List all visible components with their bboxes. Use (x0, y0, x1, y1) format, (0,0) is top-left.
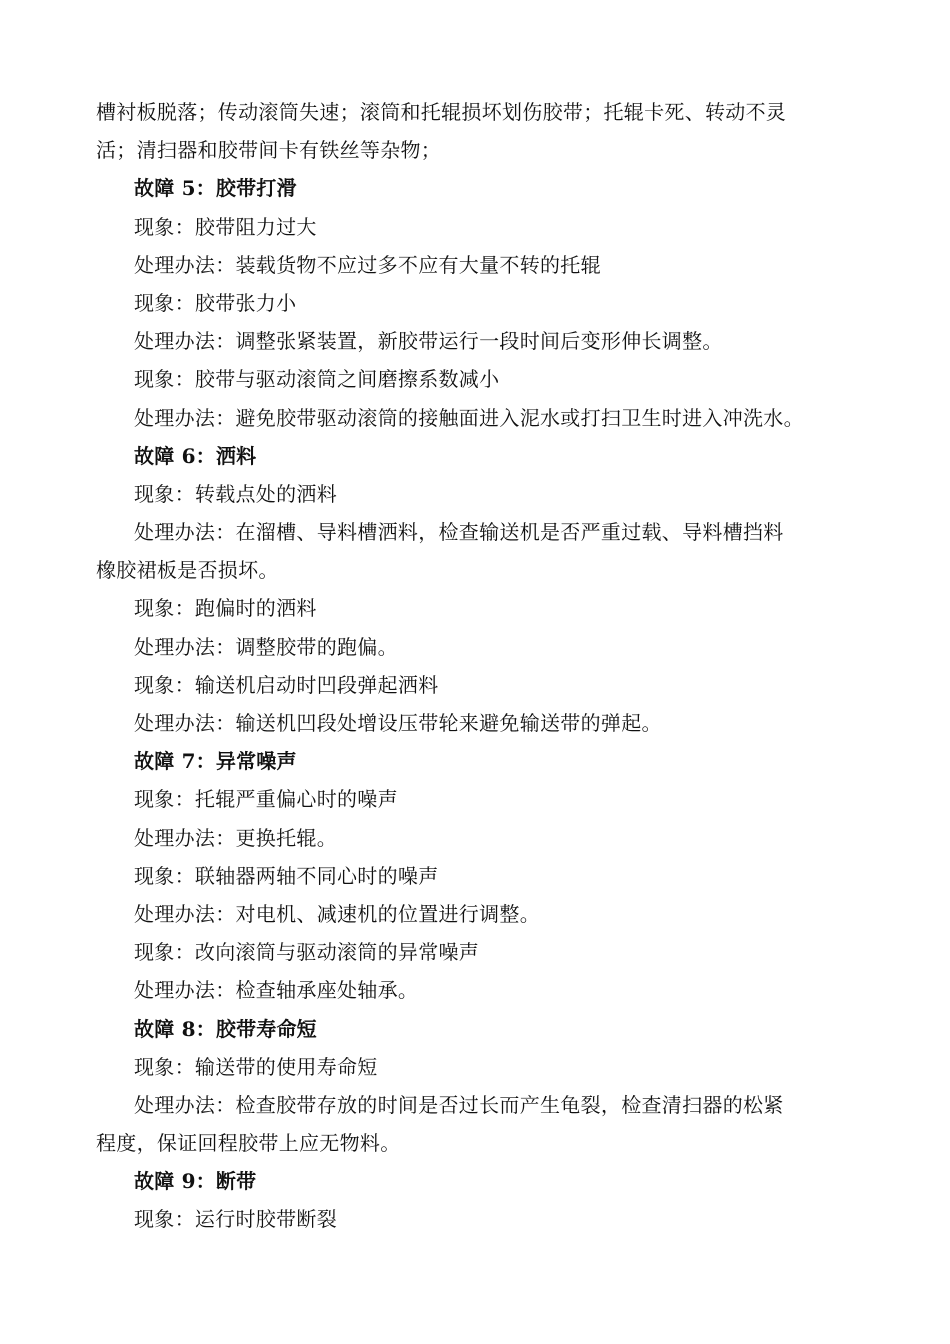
solution-line: 处理办法：检查轴承座处轴承。 (134, 978, 419, 1003)
symptom-line: 现象：输送机启动时凹段弹起洒料 (134, 672, 439, 697)
symptom-line: 现象：胶带张力小 (134, 290, 297, 315)
solution-line: 处理办法：调整胶带的跑偏。 (134, 634, 398, 659)
symptom-line: 现象：联轴器两轴不同心时的噪声 (134, 863, 439, 888)
solution-line: 处理办法：避免胶带驱动滚筒的接触面进入泥水或打扫卫生时进入冲洗水。 (134, 405, 804, 430)
symptom-line: 现象：运行时胶带断裂 (134, 1207, 337, 1232)
paragraph-continuation: 橡胶裙板是否损坏。 (96, 558, 279, 583)
solution-line: 处理办法：在溜槽、导料槽洒料，检查输送机是否严重过载、导料槽挡料 (134, 520, 784, 545)
symptom-line: 现象：胶带与驱动滚筒之间磨擦系数减小 (134, 367, 500, 392)
paragraph-continuation: 程度，保证回程胶带上应无物料。 (96, 1131, 401, 1156)
fault-heading: 故障 7：异常噪声 (134, 749, 297, 774)
solution-line: 处理办法：调整张紧装置，新胶带运行一段时间后变形伸长调整。 (134, 329, 723, 354)
fault-heading: 故障 5：胶带打滑 (134, 176, 297, 201)
solution-line: 处理办法：更换托辊。 (134, 825, 337, 850)
solution-line: 处理办法：检查胶带存放的时间是否过长而产生龟裂，检查清扫器的松紧 (134, 1092, 784, 1117)
symptom-line: 现象：改向滚筒与驱动滚筒的异常噪声 (134, 940, 480, 965)
symptom-line: 现象：转载点处的洒料 (134, 481, 337, 506)
symptom-line: 现象：胶带阻力过大 (134, 214, 317, 239)
solution-line: 处理办法：对电机、减速机的位置进行调整。 (134, 901, 540, 926)
solution-line: 处理办法：输送机凹段处增设压带轮来避免输送带的弹起。 (134, 711, 662, 735)
document-body (96, 93, 858, 1239)
solution-line: 处理办法：装载货物不应过多不应有大量不转的托辊 (134, 252, 601, 277)
intro-line: 活；清扫器和胶带间卡有铁丝等杂物； (96, 138, 442, 163)
fault-heading: 故障 6：洒料 (134, 443, 257, 468)
intro-line: 槽衬板脱落；传动滚筒失速；滚筒和托辊损坏划伤胶带；托辊卡死、转动不灵 (96, 100, 787, 124)
symptom-line: 现象：跑偏时的洒料 (134, 596, 317, 621)
symptom-line: 现象：托辊严重偏心时的噪声 (134, 787, 398, 812)
symptom-line: 现象：输送带的使用寿命短 (134, 1054, 378, 1079)
fault-heading: 故障 9：断带 (134, 1169, 257, 1194)
fault-heading: 故障 8：胶带寿命短 (134, 1016, 317, 1041)
